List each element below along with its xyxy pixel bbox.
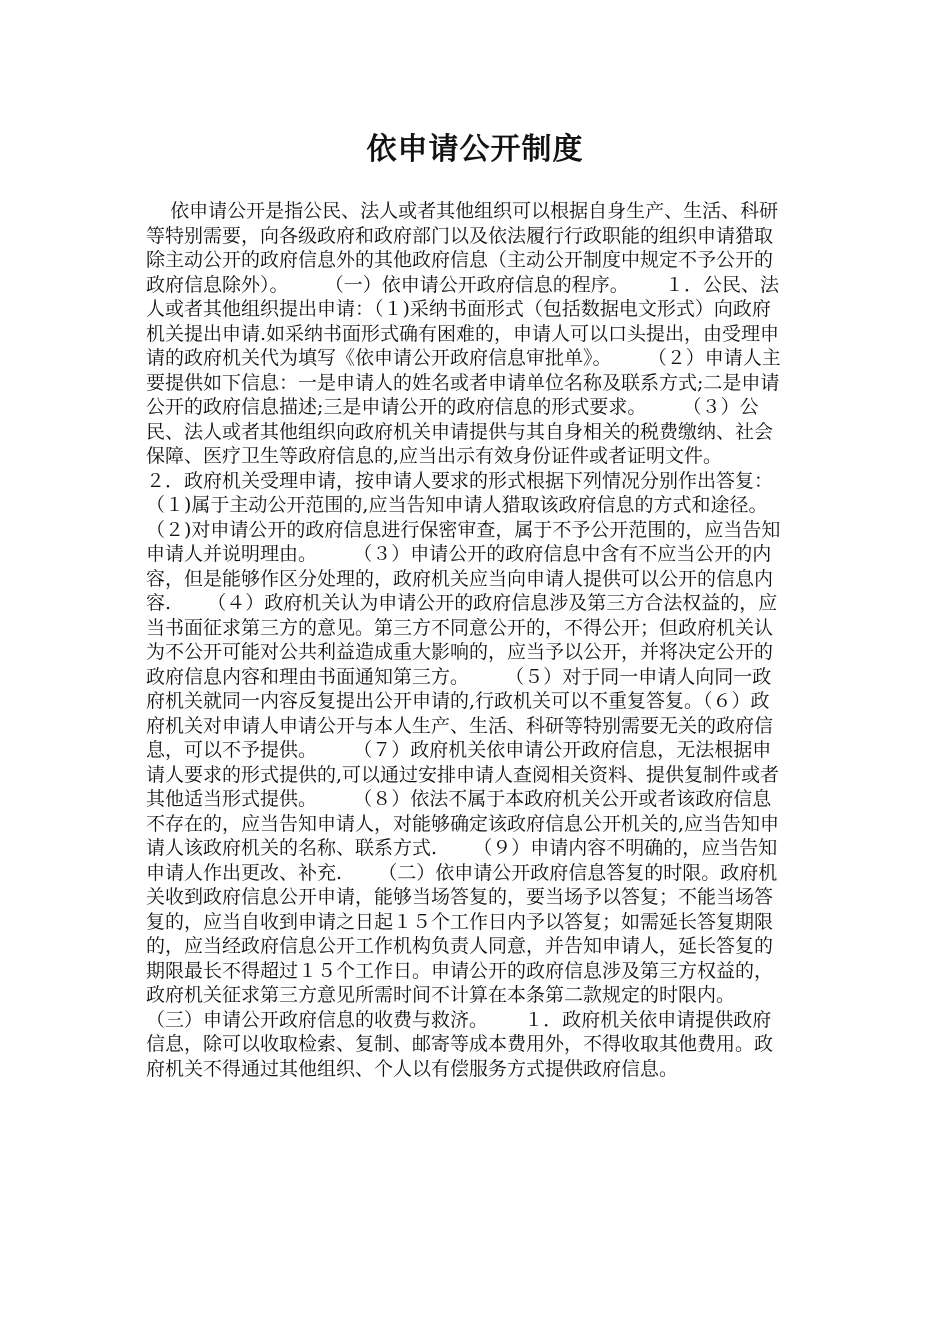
document-title: 依申请公开制度 (366, 132, 584, 167)
document-body: 依申请公开是指公民、法人或者其他组织可以根据自身生产、生活、科研等特别需要，向各级政府和政府部门以及依法履行行政职能的组织申请猎取除主动公开的政府信息外的其他政府信息（主动公开制度中规定不予公开的政府信息除外）。 （一）依申请公开政府信息的程序。 １．公民、法人或者其他组织提出申请：（１)采纳书面形式（包括数据电文形式）向政府机关提出申请.如采纳书面形式确有困难的，申请人可以口头提出，由受理申请的政府机关代为填写《依申请公开政府信息审批单》。 （２）申请人主要提供如下信息：一是申请人的姓名或者申请单位名称及联系方式;二是申请公开的政府信息描述;三是申请公开的政府信息的形式要求。 （３）公民、法人或者其他组织向政府机关申请提供与其自身相关的税费缴纳、社会保障、医疗卫生等政府信息的,应当出示有效身份证件或者证明文件。 ２．政府机关受理申请，按申请人要求的形式根据下列情况分别作出答复： （１)属于主动公开范围的,应当告知申请人猎取该政府信息的方式和途径。（２)对申请公开的政府信息进行保密审查，属于不予公开范围的，应当告知申请人并说明理由。 （３）申请公开的政府信息中含有不应当公开的内容，但是能够作区分处理的，政府机关应当向申请人提供可以公开的信息内容. （４）政府机关认为申请公开的政府信息涉及第三方合法权益的，应当书面征求第三方的意见。第三方不同意公开的，不得公开；但政府机关认为不公开可能对公共利益造成重大影响的，应当予以公开，并将决定公开的政府信息内容和理由书面通知第三方。 （５）对于同一申请人向同一政府机关就同一内容反复提出公开申请的,行政机关可以不重复答复。（６）政府机关对申请人申请公开与本人生产、生活、科研等特别需要无关的政府信息，可以不予提供。 （７）政府机关依申请公开政府信息，无法根据申请人要求的形式提供的,可以通过安排申请人查阅相关资料、提供复制件或者其他适当形式提供。 （８）依法不属于本政府机关公开或者该政府信息不存在的，应当告知申请人，对能够确定该政府信息公开机关的,应当告知申请人该政府机关的名称、联系方式. （９）申请内容不明确的，应当告知申请人作出更改、补充. （二）依申请公开政府信息答复的时限。政府机关收到政府信息公开申请，能够当场答复的，要当场予以答复；不能当场答复的，应当自收到申请之日起１５个工作日内予以答复；如需延长答复期限的，应当经政府信息公开工作机构负责人同意，并告知申请人，延长答复的期限最长不得超过１５个工作日。申请公开的政府信息涉及第三方权益的，政府机关征求第三方意见所需时间不计算在本条第二款规定的时限内。 （三）申请公开政府信息的收费与救济。 １．政府机关依申请提供政府信息，除可以收取检索、复制、邮寄等成本费用外，不得收取其他费用。政府机关不得通过其他组织、个人以有偿服务方式提供政府信息。 (146, 200, 810, 1080)
